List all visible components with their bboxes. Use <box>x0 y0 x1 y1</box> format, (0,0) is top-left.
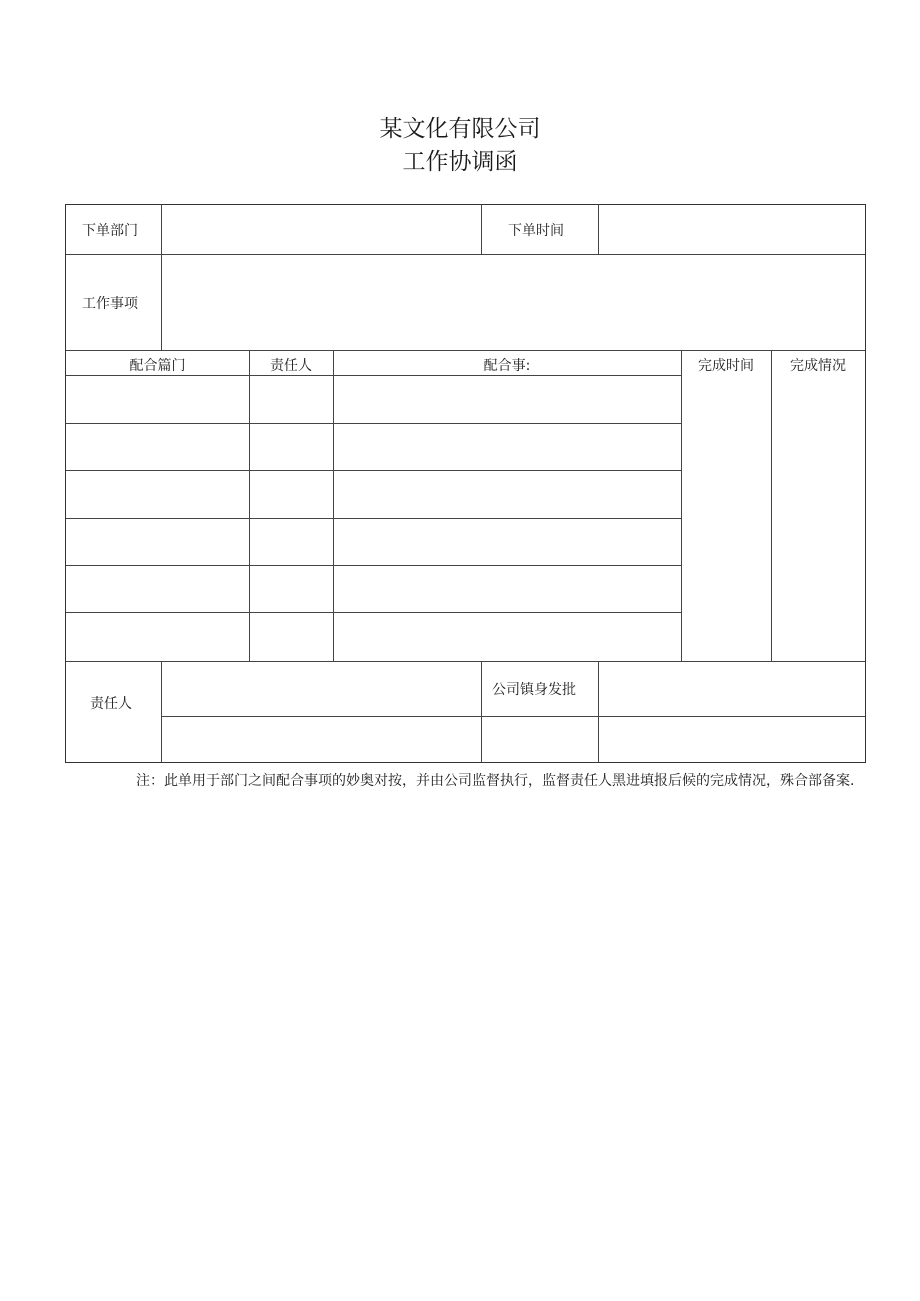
table-row[interactable] <box>70 432 245 462</box>
responsible-label: 责任人 <box>90 696 132 712</box>
document-title: 工作协调函 <box>402 149 518 175</box>
order-time-value[interactable] <box>606 222 856 240</box>
row-divider <box>66 661 865 662</box>
row-divider <box>66 470 681 471</box>
row-divider <box>161 716 865 717</box>
col-header-responsible: 责任人 <box>270 358 312 374</box>
col-divider <box>481 205 482 254</box>
col-header-coop-dept: 配合篇门 <box>129 358 186 374</box>
row-divider <box>66 518 681 519</box>
col-divider <box>598 661 599 762</box>
row-divider <box>66 423 681 424</box>
row-divider <box>66 254 865 255</box>
col-divider <box>681 350 682 661</box>
col-divider <box>249 350 250 661</box>
col-divider <box>771 350 772 661</box>
col-header-finish-status: 完成情况 <box>790 358 846 374</box>
order-dept-label: 下单部门 <box>82 223 138 239</box>
work-item-label: 工作事项 <box>82 296 138 312</box>
col-divider <box>598 205 599 254</box>
col-divider <box>481 661 482 762</box>
order-time-label: 下单时间 <box>508 223 564 239</box>
row-divider <box>66 612 681 613</box>
coordination-form <box>65 204 866 763</box>
col-divider <box>333 350 334 661</box>
table-row[interactable] <box>70 480 245 510</box>
order-dept-value[interactable] <box>168 222 474 240</box>
col-divider <box>161 661 162 762</box>
table-row[interactable] <box>70 622 245 652</box>
table-row[interactable] <box>70 385 245 415</box>
row-divider <box>66 565 681 566</box>
approval-label: 公司镇身发批 <box>492 682 576 698</box>
row-divider <box>66 375 681 376</box>
form-note: 注：此单用于部门之间配合事项的妙奥对按，并由公司监督执行，监督责任人黑进填报后候的完成情况，殊合部备案. <box>136 773 855 789</box>
work-item-value[interactable] <box>168 265 858 343</box>
company-title: 某文化有限公司 <box>379 116 541 142</box>
col-header-finish-time: 完成时间 <box>698 358 754 374</box>
table-row[interactable] <box>70 574 245 604</box>
table-row[interactable] <box>70 527 245 557</box>
row-divider <box>66 350 865 351</box>
col-divider <box>161 205 162 350</box>
col-header-coop-matter: 配合事: <box>483 358 531 374</box>
